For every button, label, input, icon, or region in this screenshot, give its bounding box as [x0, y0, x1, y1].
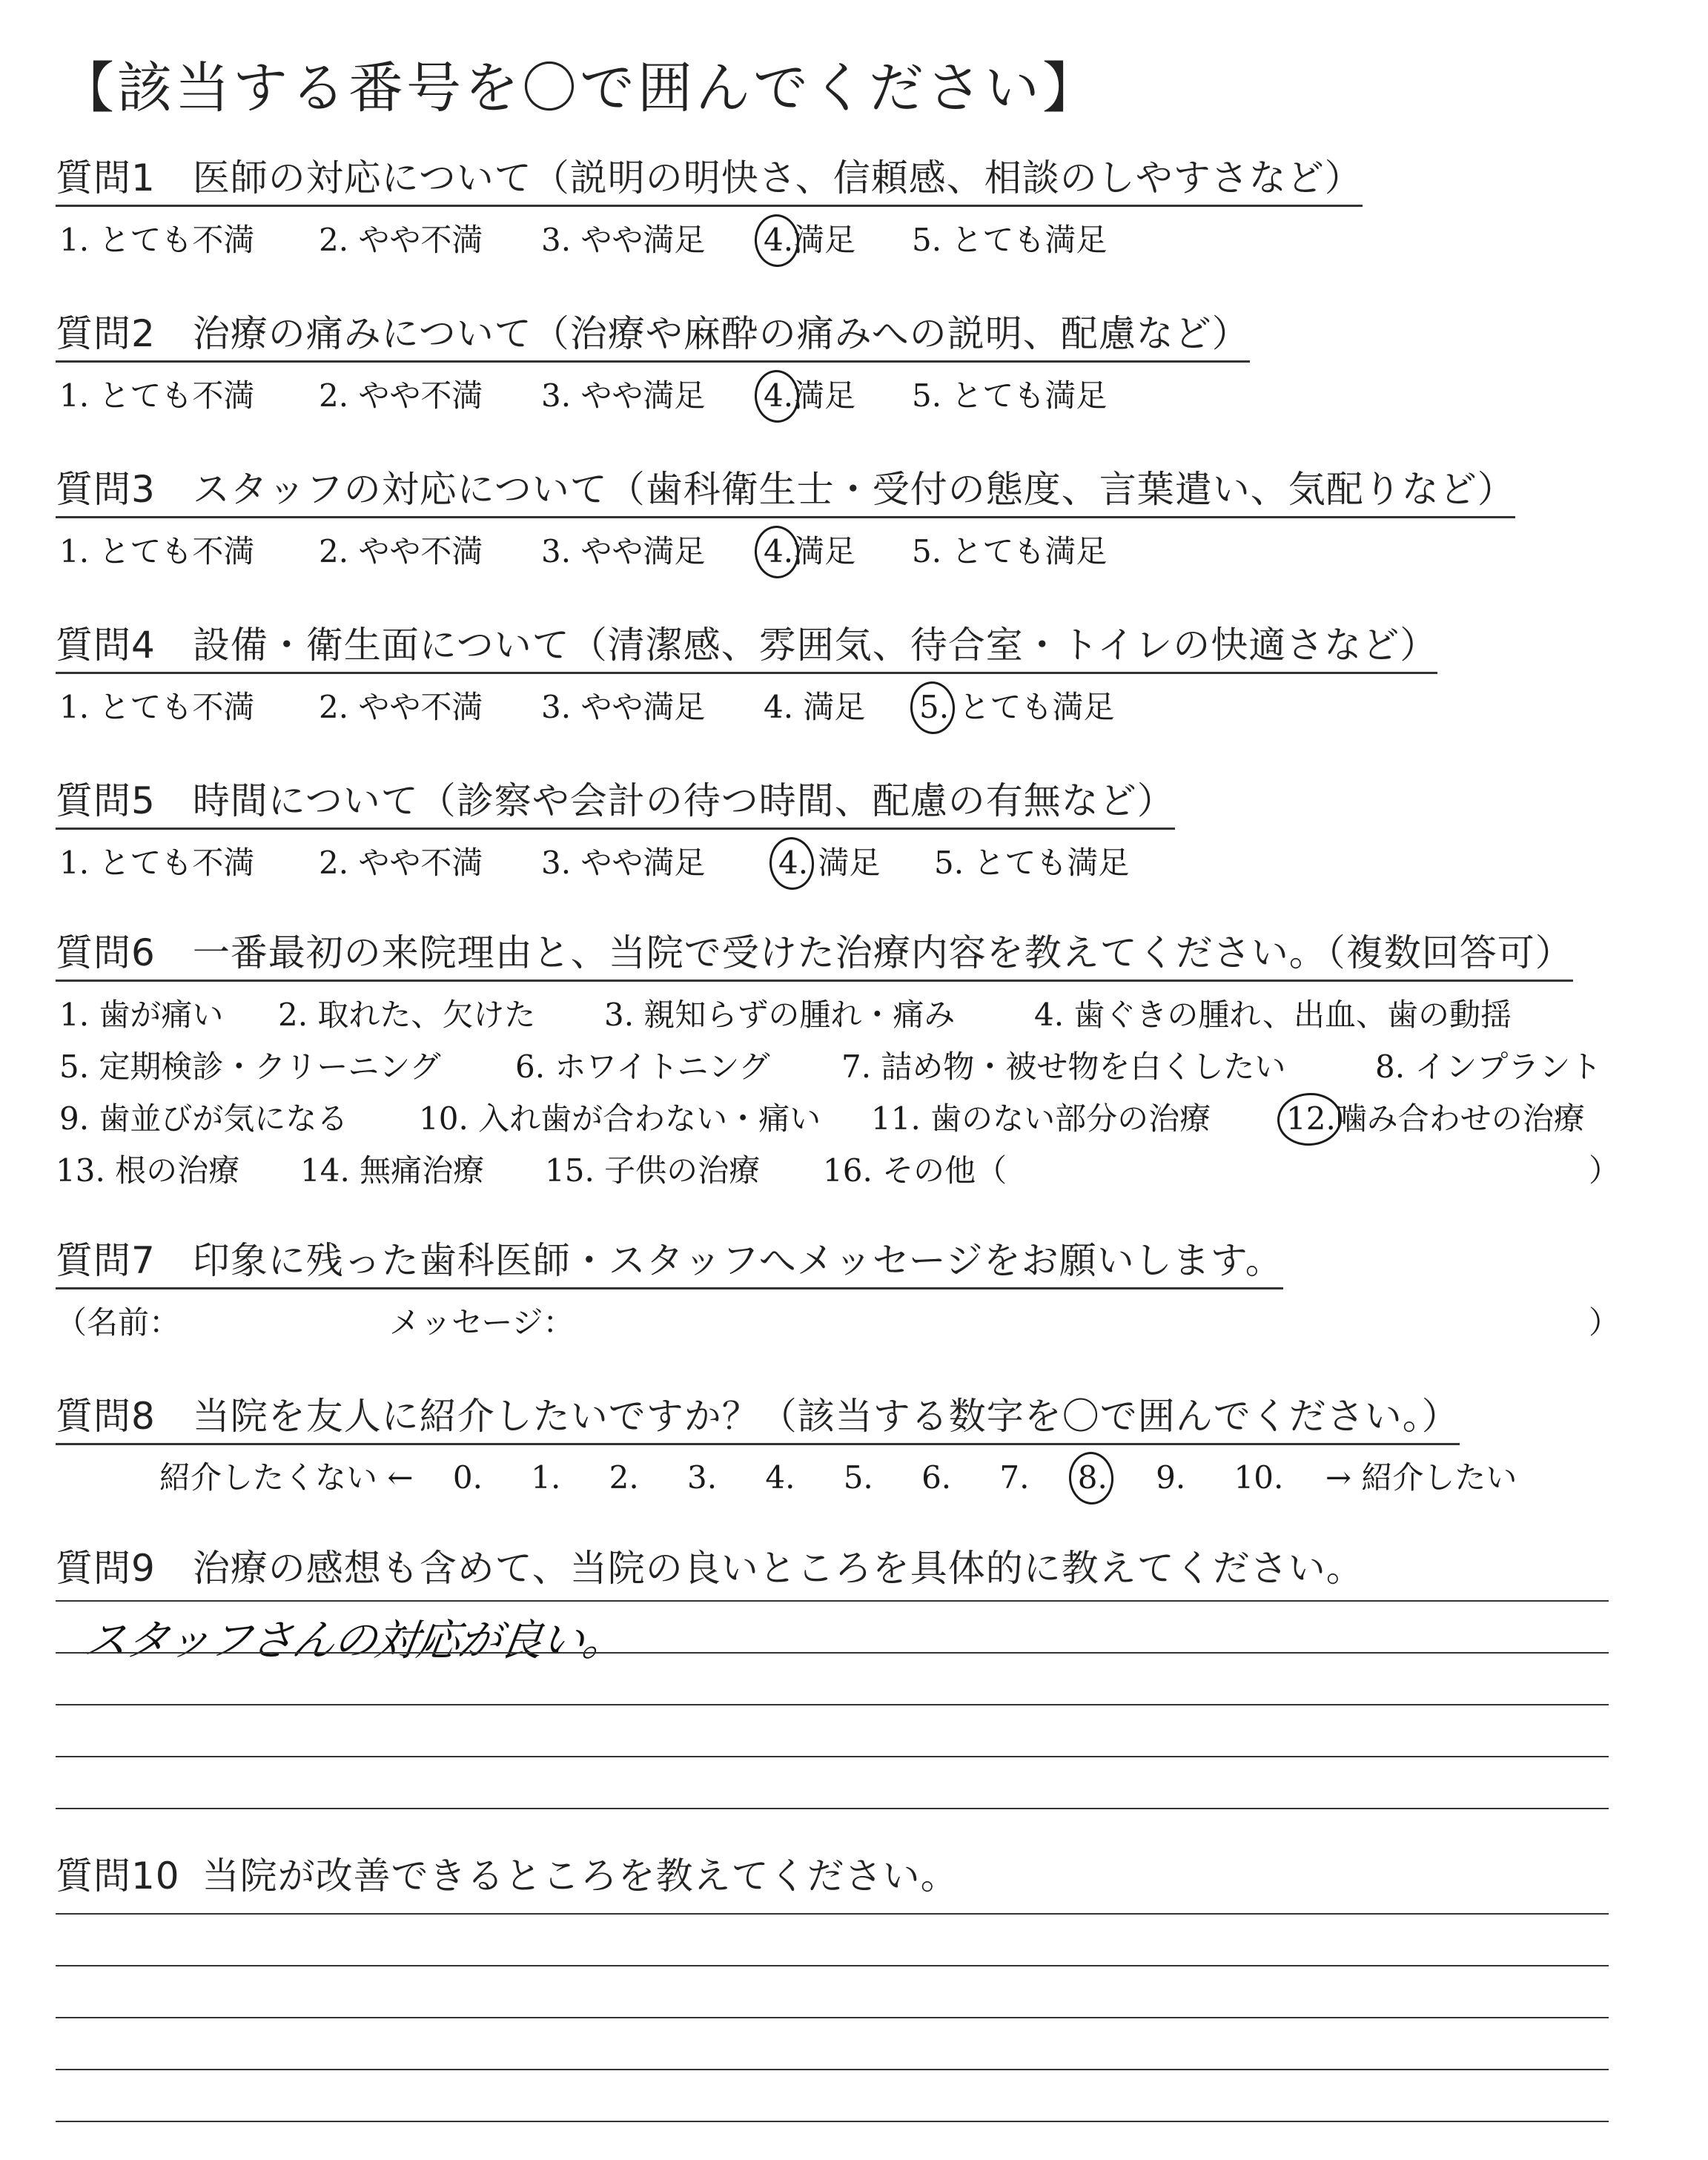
- q6-option-14[interactable]: 14. 無痛治療: [300, 1152, 485, 1189]
- question-2-number: 質問2: [56, 312, 156, 355]
- q1-option-2[interactable]: 2. やや不満: [319, 222, 483, 258]
- question-5-header: [56, 771, 1175, 830]
- q6-option-10[interactable]: 10. 入れ歯が合わない・痛い: [419, 1100, 821, 1137]
- q4-option-5-number: 5.: [919, 689, 950, 725]
- q8-option-3[interactable]: 3.: [686, 1459, 718, 1496]
- q5-option-4[interactable]: [778, 839, 880, 883]
- q5-option-3[interactable]: 3. やや満足: [541, 845, 706, 881]
- question-7-number: 質問7: [56, 1239, 156, 1282]
- question-10-number: 質問10: [56, 1855, 180, 1898]
- q1-option-4-number: 4.: [764, 222, 794, 258]
- answer-line: [56, 1600, 1609, 1602]
- q2-option-4-number: 4.: [764, 377, 794, 414]
- q1-option-1[interactable]: 1. とても不満: [59, 222, 255, 258]
- question-1: [56, 148, 1363, 268]
- question-6-text: 一番最初の来院理由と、当院で受けた治療内容を教えてください。（複数回答可）: [192, 931, 1573, 974]
- answer-line: [56, 1704, 1609, 1705]
- question-8-header: [56, 1387, 1460, 1445]
- q1-option-3[interactable]: 3. やや満足: [541, 222, 706, 258]
- q3-option-2[interactable]: 2. やや不満: [319, 533, 483, 569]
- q6-other-close: ）: [1588, 1152, 1620, 1189]
- question-2: [56, 304, 1250, 423]
- q7-message-label: メッセージ：: [389, 1304, 575, 1341]
- q8-option-7[interactable]: 7.: [999, 1459, 1030, 1496]
- q8-right-label: → 紹介したい: [1325, 1459, 1517, 1496]
- question-9-text: 治療の感想も含めて、当院の良いところを具体的に教えてください。: [192, 1547, 1364, 1590]
- q6-option-6[interactable]: 6. ホワイトニング: [515, 1048, 770, 1085]
- q6-option-15[interactable]: 15. 子供の治療: [545, 1152, 761, 1189]
- question-10-text: 当院が改善できるところを教えてください。: [202, 1855, 959, 1898]
- selection-circle: [909, 680, 957, 736]
- q8-option-5[interactable]: 5.: [843, 1459, 873, 1496]
- q4-option-2[interactable]: 2. やや不満: [319, 689, 483, 725]
- question-6: [56, 923, 1620, 1198]
- q6-option-13[interactable]: 13. 根の治療: [56, 1152, 240, 1189]
- answer-line: [56, 2017, 1609, 2018]
- question-3-text: スタッフの対応について（歯科衛生士・受付の態度、言葉遣い、気配りなど）: [192, 468, 1515, 511]
- q3-option-4-number: 4.: [764, 533, 794, 569]
- question-2-header: [56, 304, 1250, 363]
- selection-circle: [1067, 1450, 1115, 1506]
- question-9-header: [56, 1539, 1364, 1595]
- q8-left-label: 紹介したくない ←: [159, 1459, 414, 1496]
- q6-option-9[interactable]: 9. 歯並びが気になる: [59, 1100, 348, 1137]
- question-9: [56, 1539, 1364, 1595]
- q8-option-9[interactable]: 9.: [1156, 1459, 1186, 1496]
- q8-option-0[interactable]: 0.: [452, 1459, 483, 1496]
- q5-option-1[interactable]: 1. とても不満: [59, 845, 255, 881]
- q7-close: ）: [1588, 1304, 1620, 1341]
- question-2-text: 治療の痛みについて（治療や麻酔の痛みへの説明、配慮など）: [192, 312, 1250, 355]
- q8-option-8[interactable]: [1078, 1459, 1146, 1496]
- question-8-number: 質問8: [56, 1395, 156, 1438]
- page-title: 【該当する番号を〇で囲んでください】: [59, 56, 1100, 120]
- q6-option-11[interactable]: 11. 歯のない部分の治療: [871, 1100, 1211, 1137]
- q8-option-2[interactable]: 2.: [609, 1459, 639, 1496]
- selection-circle: [1276, 1091, 1344, 1148]
- question-4-header: [56, 615, 1437, 674]
- q9-handwritten-answer[interactable]: スタッフさんの対応が良い。: [81, 1615, 629, 1665]
- q6-option-12-number: 12.: [1286, 1100, 1336, 1137]
- q2-option-2[interactable]: 2. やや不満: [319, 377, 483, 414]
- question-4-text: 設備・衛生面について（清潔感、雰囲気、待合室・トイレの快適さなど）: [192, 624, 1438, 667]
- q6-option-5[interactable]: 5. 定期検診・クリーニング: [59, 1048, 441, 1085]
- q2-option-1[interactable]: 1. とても不満: [59, 377, 255, 414]
- selection-circle: [768, 836, 816, 891]
- q2-option-5[interactable]: 5. とても満足: [912, 377, 1108, 414]
- question-7-header: [56, 1231, 1283, 1289]
- q8-option-8-number: 8.: [1077, 1459, 1108, 1496]
- q6-option-4[interactable]: 4. 歯ぐきの腫れ、出血、歯の動揺: [1034, 997, 1512, 1033]
- question-4: [56, 615, 1437, 735]
- q5-option-4-label: 満足: [818, 845, 881, 881]
- question-3-header: [56, 460, 1515, 518]
- question-8: [56, 1387, 1460, 1445]
- q8-option-4[interactable]: 4.: [765, 1459, 795, 1496]
- question-3: [56, 460, 1515, 579]
- answer-line: [56, 1913, 1609, 1915]
- q7-name-label: （名前：: [56, 1304, 181, 1341]
- q8-option-1[interactable]: 1.: [531, 1459, 561, 1496]
- q3-option-3[interactable]: 3. やや満足: [541, 533, 706, 569]
- q5-option-2[interactable]: 2. やや不満: [319, 845, 483, 881]
- q1-option-5[interactable]: 5. とても満足: [912, 222, 1108, 258]
- q2-option-4-label: 満足: [793, 377, 856, 414]
- q6-option-12[interactable]: [1286, 1094, 1585, 1139]
- answer-line: [56, 1756, 1609, 1757]
- question-6-header: [56, 923, 1573, 982]
- question-7-text: 印象に残った歯科医師・スタッフへメッセージをお願いします。: [192, 1239, 1283, 1282]
- question-8-text: 当院を友人に紹介したいですか？（該当する数字を〇で囲んでください。）: [192, 1395, 1460, 1438]
- q4-option-3[interactable]: 3. やや満足: [541, 689, 706, 725]
- question-5-number: 質問5: [56, 779, 156, 822]
- question-1-number: 質問1: [56, 156, 156, 199]
- answer-line: [56, 2069, 1609, 2070]
- answer-line: [56, 1965, 1609, 1966]
- q6-option-3[interactable]: 3. 親知らずの腫れ・痛み: [604, 997, 956, 1033]
- question-6-number: 質問6: [56, 931, 156, 974]
- q3-option-4-label: 満足: [793, 533, 856, 569]
- question-4-number: 質問4: [56, 624, 156, 667]
- question-10-header: [56, 1846, 959, 1903]
- q1-option-4-label: 満足: [793, 222, 856, 258]
- question-1-header: [56, 148, 1363, 207]
- q5-option-4-number: 4.: [778, 845, 809, 881]
- q6-option-1[interactable]: 1. 歯が痛い: [59, 997, 224, 1033]
- question-7: [56, 1231, 1620, 1350]
- q8-option-6[interactable]: 6.: [921, 1459, 952, 1496]
- q4-option-1[interactable]: 1. とても不満: [59, 689, 255, 725]
- q5-option-5[interactable]: 5. とても満足: [934, 845, 1130, 881]
- question-9-number: 質問9: [56, 1547, 156, 1590]
- q3-option-5[interactable]: 5. とても満足: [912, 533, 1108, 569]
- q8-option-10[interactable]: 10.: [1234, 1459, 1284, 1496]
- q4-option-4[interactable]: 4. 満足: [764, 689, 866, 725]
- answer-line: [56, 1652, 1609, 1654]
- answer-line: [56, 1808, 1609, 1809]
- q8-scale: [159, 1453, 1517, 1498]
- q2-option-3[interactable]: 3. やや満足: [541, 377, 706, 414]
- answer-line: [56, 2121, 1609, 2122]
- q6-option-12-label: 噛み合わせの治療: [1335, 1100, 1585, 1137]
- q6-option-8[interactable]: 8. インプラント: [1375, 1048, 1602, 1085]
- q2-option-4[interactable]: [764, 371, 855, 416]
- q6-option-16[interactable]: 16. その他（: [823, 1152, 1007, 1189]
- question-1-text: 医師の対応について（説明の明快さ、信頼感、相談のしやすさなど）: [192, 156, 1363, 199]
- q1-option-4[interactable]: [764, 216, 855, 260]
- q6-option-7[interactable]: 7. 詰め物・被せ物を白くしたい: [841, 1048, 1286, 1085]
- q3-option-1[interactable]: 1. とても不満: [59, 533, 255, 569]
- question-5: [56, 771, 1175, 891]
- q6-option-2[interactable]: 2. 取れた、欠けた: [278, 997, 536, 1033]
- question-10: [56, 1846, 959, 1903]
- q4-option-5[interactable]: [919, 683, 1114, 727]
- question-3-number: 質問3: [56, 468, 156, 511]
- q3-option-4[interactable]: [764, 527, 855, 572]
- q4-option-5-label: とても満足: [959, 689, 1115, 725]
- question-5-text: 時間について（診察や会計の待つ時間、配慮の有無など）: [192, 779, 1175, 822]
